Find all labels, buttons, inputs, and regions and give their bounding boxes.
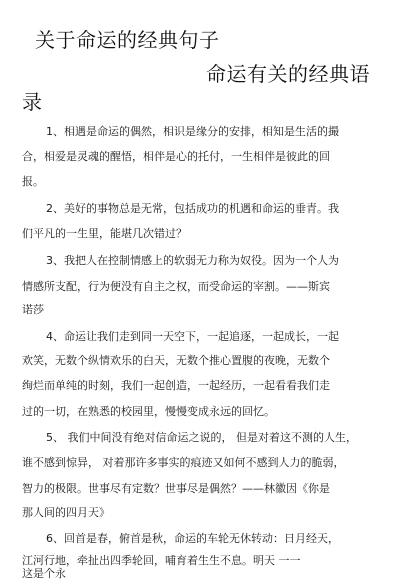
text-line: 谁不感到惊异， 对着那许多事实的痕迹又如何不感到人力的脆弱，	[22, 456, 345, 469]
document-title: 关于命运的经典句子	[35, 28, 220, 52]
text-line: 这是个永	[22, 567, 66, 580]
text-line: 报。	[22, 175, 44, 188]
text-line: 绚烂而单纯的时刻，我们一起创造，一起经历，一起看看我们走	[22, 379, 330, 392]
text-line: 6、回首是春，俯首是秋，命运的车轮无休转动：日月经天，	[46, 532, 339, 545]
document-subtitle: 命运有关的经典语	[206, 62, 370, 86]
document-subtitle-continued: 录	[22, 90, 42, 114]
text-line: 智力的极限。世事尽有定数？世事尽是偶然？——林徽因《你是	[22, 482, 330, 495]
text-line: 2、美好的事物总是无常，包括成功的机遇和命运的垂青。我	[46, 202, 339, 215]
text-line: 诺莎	[22, 303, 44, 316]
text-line: 1、相遇是命运的偶然，相识是缘分的安排，相知是生活的撮	[46, 125, 339, 138]
text-line: 情感所支配，行为便没有自主之权，而受命运的宰割。——斯宾	[22, 280, 330, 293]
text-line: 江河行地，牵扯出四季轮回，哺育着生生不息。明天 一一	[22, 554, 301, 567]
text-line: 过的一切，在熟悉的校园里，慢慢变成永远的回忆。	[22, 405, 275, 418]
text-line: 3、我把人在控制情感上的软弱无力称为奴役。因为一个人为	[46, 254, 339, 267]
text-line: 4、命运让我们走到同一天空下，一起追逐，一起成长，一起	[46, 330, 339, 343]
text-line: 那人间的四月天》	[22, 506, 110, 519]
text-line: 合，相爱是灵魂的醒悟，相伴是心的托付，一生相伴是彼此的回	[22, 150, 330, 163]
text-line: 5、 我们中间没有绝对信命运之说的， 但是对着这不测的人生，	[46, 431, 357, 444]
text-line: 们平凡的一生里，能堪几次错过？	[22, 227, 187, 240]
text-line: 欢笑，无数个纵情欢乐的白天，无数个推心置腹的夜晚，无数个	[22, 354, 330, 367]
